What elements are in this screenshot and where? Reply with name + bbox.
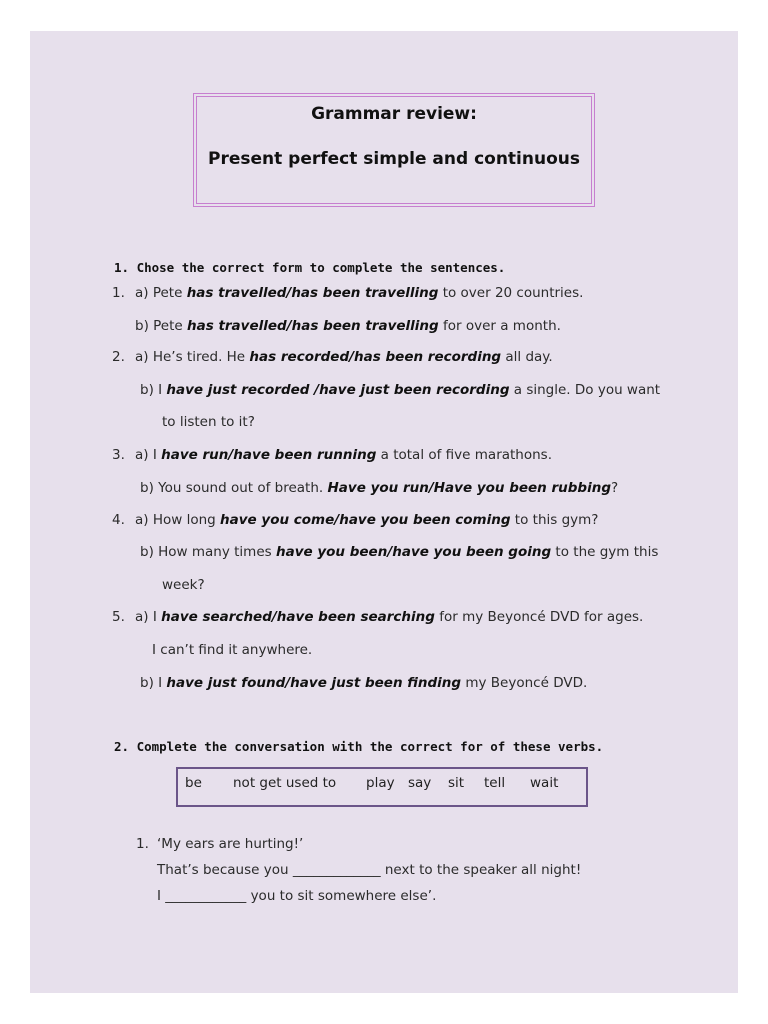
verb-word: play [366,775,395,791]
item-4b: b) How many times have you been/have you been going to the gym this [140,544,659,560]
verb-word: say [408,775,432,791]
item-2b-continuation: to listen to it? [162,414,255,430]
verb-box [176,767,588,807]
verb-word: tell [484,775,506,791]
item-number: 2. [112,349,125,365]
item-2a: a) He’s tired. He has recorded/has been recording all day. [135,349,553,365]
item-4b-continuation: week? [162,577,205,593]
verb-word: wait [530,775,559,791]
item-1a: a) Pete has travelled/has been travelling to over 20 countries. [135,285,584,301]
dialogue-number: 1. [136,836,149,852]
item-5a: a) I have searched/have been searching for my Beyoncé DVD for ages. [135,609,644,625]
item-number: 4. [112,512,125,528]
dialogue-line-1: ‘My ears are hurting!’ [157,836,304,852]
item-3a: a) I have run/have been running a total of five marathons. [135,447,553,463]
verb-word: not get used to [233,775,337,791]
item-5b: b) I have just found/have just been finding my Beyoncé DVD. [140,675,588,691]
section-2-heading: 2. Complete the conversation with the correct for of these verbs. [114,739,604,754]
item-1b: b) Pete has travelled/has been travelling for over a month. [135,318,561,334]
item-5a-continuation: I can’t find it anywhere. [152,642,313,658]
title-line-2: Present perfect simple and continuous [208,149,580,169]
item-2b: b) I have just recorded /have just been recording a single. Do you want [140,382,661,398]
item-4a: a) How long have you come/have you been coming to this gym? [135,512,599,528]
verb-word: be [185,775,202,791]
item-number: 5. [112,609,125,625]
verb-word: sit [448,775,465,791]
title-line-1: Grammar review: [311,104,477,124]
title-box [193,93,595,207]
section-1-heading: 1. Chose the correct form to complete the sentences. [114,260,506,275]
item-number: 3. [112,447,125,463]
item-3b: b) You sound out of breath. Have you run/Have you been rubbing? [140,480,619,496]
dialogue-line-2: That’s because you _____________ next to the speaker all night! [157,862,582,878]
dialogue-line-3: I ____________ you to sit somewhere else’. [157,888,437,904]
item-number: 1. [112,285,125,301]
